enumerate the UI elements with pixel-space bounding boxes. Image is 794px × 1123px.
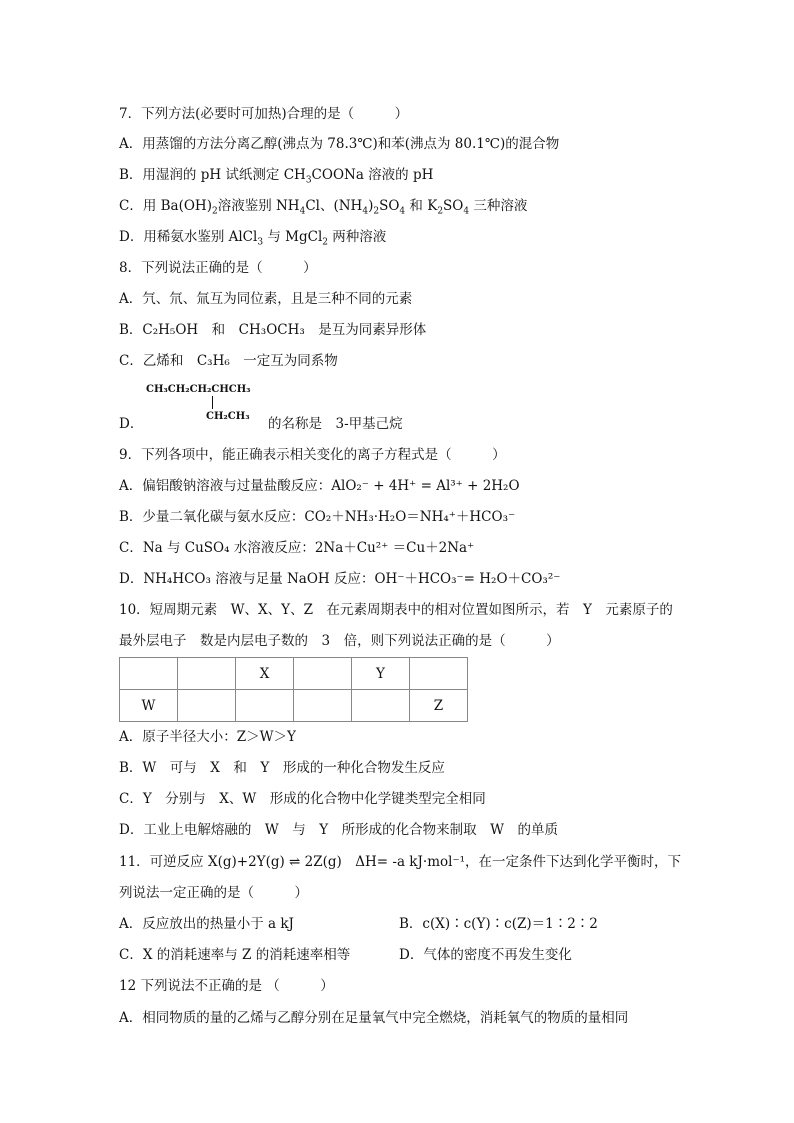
- q11-option-a: A．反应放出的热量小于 a kJ: [119, 916, 294, 932]
- q10-stem-line1: 10．短周期元素 W、X、Y、Z 在元素周期表中的相对位置如图所示，若 Y 元素原子的: [119, 602, 673, 618]
- q10-option-d: D．工业上电解熔融的 W 与 Y 所形成的化合物来制取 W 的单质: [119, 822, 558, 838]
- q8-option-b: B．C₂H₅OH 和 CH₃OCH₃ 是互为同素异形体: [119, 322, 427, 338]
- table-cell: [178, 658, 236, 690]
- q8-option-a: A．氕、氘、氚互为同位素，且是三种不同的元素: [119, 291, 413, 307]
- q8-option-d-text: 的名称是 3-甲基己烷: [268, 416, 403, 432]
- q11-option-b: B．c(X)∶c(Y)∶c(Z)＝1∶2∶2: [399, 916, 598, 932]
- q10-stem-line2: 最外层电子 数是内层电子数的 3 倍，则下列说法正确的是（ ）: [119, 633, 560, 649]
- structural-formula: [142, 380, 257, 428]
- table-cell: [236, 690, 294, 722]
- q9-option-d: D．NH₄HCO₃ 溶液与足量 NaOH 反应：OH⁻＋HCO₃⁻= H₂O＋CO₃²⁻: [119, 571, 561, 587]
- table-cell: [410, 658, 468, 690]
- q8-stem: 8．下列说法正确的是（ ）: [119, 260, 317, 276]
- table-cell: [178, 690, 236, 722]
- q9-option-a: A．偏铝酸钠溶液与过量盐酸反应：AlO₂⁻ + 4H⁺ = Al³⁺ + 2H₂O: [119, 478, 520, 494]
- q7-option-a: A．用蒸馏的方法分离乙醇(沸点为 78.3℃)和苯(沸点为 80.1℃)的混合物: [119, 136, 560, 152]
- q9-stem: 9．下列各项中，能正确表示相关变化的离子方程式是（ ）: [119, 447, 506, 463]
- table-cell: Z: [410, 690, 468, 722]
- q11-stem-line2: 列说法一定正确的是（ ）: [119, 885, 308, 901]
- table-cell: [294, 658, 352, 690]
- q11-option-d: D．气体的密度不再发生变化: [399, 947, 572, 963]
- formula-branch: CH₂CH₃: [206, 411, 250, 422]
- q10-option-a: A．原子半径大小：Z＞W＞Y: [119, 729, 296, 745]
- formula-main-chain: CH₃CH₂CH₂CHCH₃: [146, 384, 251, 395]
- q7-stem: 7．下列方法(必要时可加热)合理的是（ ）: [119, 106, 409, 122]
- periodic-table-fragment: [119, 657, 468, 722]
- q12-option-a: A．相同物质的量的乙烯与乙醇分别在足量氧气中完全燃烧，消耗氧气的物质的量相同: [119, 1010, 629, 1026]
- table-cell: [352, 690, 410, 722]
- q7-option-c: C．用 $Ba(OH)_2$溶液鉴别 $NH_4Cl$、$(NH_4)_2SO_4$ 和 $K_2SO_4$ 三种溶液: [119, 198, 528, 217]
- table-row: [120, 690, 468, 722]
- q11-option-c: C．X 的消耗速率与 Z 的消耗速率相等: [119, 947, 351, 963]
- q9-option-b: B．少量二氧化碳与氨水反应：CO₂＋NH₃·H₂O＝NH₄⁺＋HCO₃⁻: [119, 509, 516, 525]
- table-row: [120, 658, 468, 690]
- q9-option-c: C．Na 与 CuSO₄ 水溶液反应：2Na＋Cu²⁺ ＝Cu＋2Na⁺: [119, 540, 475, 556]
- table-cell: Y: [352, 658, 410, 690]
- q7-option-d: D．用稀氨水鉴别 AlCl$_3$ 与 MgCl$_2$ 两种溶液: [119, 229, 387, 248]
- formula-bond-line: [212, 396, 213, 409]
- q7-option-b: B．用湿润的 pH 试纸测定 $CH_3COONa$ 溶液的 pH: [119, 167, 434, 186]
- q8-option-d: D．: [119, 416, 144, 432]
- q11-stem-line1: 11．可逆反应 X(g)+2Y(g) ⇌ 2Z(g) ΔH= -a kJ·mol⁻¹，在一定条件下达到化学平衡时，下: [119, 854, 681, 870]
- q10-option-b: B．W 可与 X 和 Y 形成的一种化合物发生反应: [119, 760, 445, 776]
- table-cell: X: [236, 658, 294, 690]
- q8-option-c: C．乙烯和 C₃H₆ 一定互为同系物: [119, 353, 338, 369]
- table-cell: W: [120, 690, 178, 722]
- q12-stem: 12 下列说法不正确的是 （ ）: [119, 978, 334, 994]
- table-cell: [120, 658, 178, 690]
- q10-option-c: C．Y 分别与 X、W 形成的化合物中化学键类型完全相同: [119, 791, 486, 807]
- table-cell: [294, 690, 352, 722]
